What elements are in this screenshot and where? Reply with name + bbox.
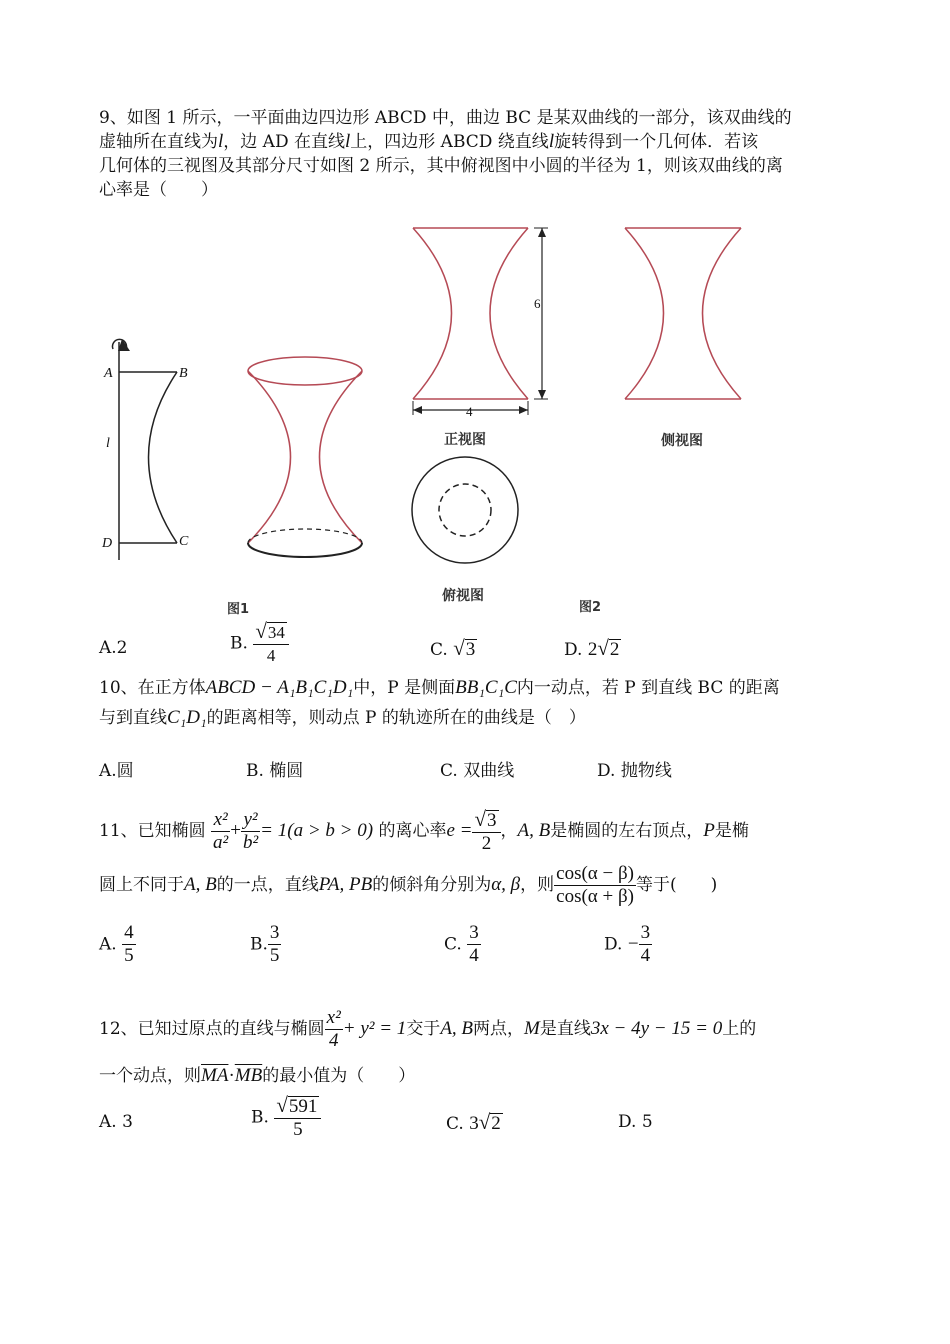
- q11-line-1: 11、已知椭圆 $\frac{\text{x²}}{\text{a²}}$ + $\frac{\text{y²}}{\text{b²}}$ = 1(a > b > 0) 的离心率e = $\frac{√3}{2}$ ，A, B是椭圆的左右顶点，P是椭: [99, 807, 749, 854]
- caption-figure-1: 图1: [227, 602, 250, 617]
- label-dimension-width: 4: [466, 404, 473, 419]
- q10-option-c: C. 双曲线: [440, 761, 515, 781]
- q12-option-a: A. 3: [99, 1112, 133, 1132]
- q10-option-a: A.圆: [99, 761, 134, 781]
- q11-option-b: B. $\frac{3}{5}$: [250, 922, 280, 966]
- q12-option-b: B. $\frac{√591}{5}$: [251, 1094, 321, 1141]
- q11-option-d: D. − $\frac{3}{4}$: [604, 922, 651, 966]
- figure-1-quadrilateral: [113, 339, 178, 560]
- caption-side-view: 侧视图: [661, 433, 703, 449]
- curve-BC: [149, 372, 178, 543]
- top-view: [412, 457, 518, 563]
- label-point-D: D: [102, 536, 113, 551]
- figure-1-solid: [248, 357, 362, 557]
- q10-line-1: 10、在正方体ABCD − A₁B₁C₁D₁中，P 是侧面BB₁C₁C内一动点，若 P 到直线 BC 的距离: [99, 677, 780, 698]
- q11-line-2: 圆上不同于A, B的一点，直线PA, PB的倾斜角分别为α, β，则 $\frac{\cos(\alpha - \beta)}{\cos(\alpha + \beta)}$ 等于( ): [99, 863, 718, 907]
- q9-option-b: B. $\frac{√34}{4}$: [230, 620, 289, 667]
- q9-option-a: A.2: [99, 638, 128, 658]
- label-point-A: A: [104, 366, 113, 381]
- label-point-B: B: [179, 366, 188, 381]
- q12-option-d: D. 5: [618, 1112, 653, 1132]
- q9-line-1: 9、如图 1 所示，一平面曲边四边形 ABCD 中，曲边 BC 是某双曲线的一部分，该双曲线的: [99, 108, 792, 128]
- caption-figure-2: 图2: [579, 600, 602, 615]
- side-view: [625, 228, 741, 399]
- q10-option-d: D. 抛物线: [597, 761, 672, 781]
- q11-option-c: C. $\frac{3}{4}$: [444, 922, 479, 966]
- caption-top-view: 俯视图: [442, 588, 484, 604]
- q9-line-4: 心率是（ ）: [99, 180, 218, 200]
- q10-option-b: B. 椭圆: [246, 761, 304, 781]
- q12-line-1: 12、已知过原点的直线与椭圆 $\frac{\text{x²}}{4}$ + y² = 1交于A, B两点，M是直线3x − 4y − 15 = 0上的: [99, 1007, 757, 1051]
- label-dimension-height: 6: [534, 296, 541, 311]
- q12-line-2: 一个动点，则$\overline{MA}\cdot\overline{MB}$的最小值为（ ）: [99, 1065, 416, 1086]
- caption-front-view: 正视图: [444, 432, 486, 448]
- label-point-C: C: [179, 534, 189, 549]
- q9-option-c: C. √3: [430, 636, 476, 660]
- label-axis-l: l: [106, 436, 110, 451]
- q9-line-3: 几何体的三视图及其部分尺寸如图 2 所示，其中俯视图中小圆的半径为 1，则该双曲线的离: [99, 156, 783, 176]
- q9-figure: [90, 215, 790, 620]
- front-view: [413, 228, 548, 415]
- q10-line-2: 与到直线C₁D₁的距离相等，则动点 P 的轨迹所在的曲线是（ ）: [99, 707, 586, 728]
- q9-line-2: 虚轴所在直线为l，边 AD 在直线l上，四边形 ABCD 绕直线l旋转得到一个几何体．若该: [99, 131, 759, 152]
- q11-option-a: A. $\frac{4}{5}$: [99, 922, 134, 966]
- q9-option-d: D. 2√2: [564, 636, 620, 660]
- q12-option-c: C. 3√2: [446, 1110, 501, 1134]
